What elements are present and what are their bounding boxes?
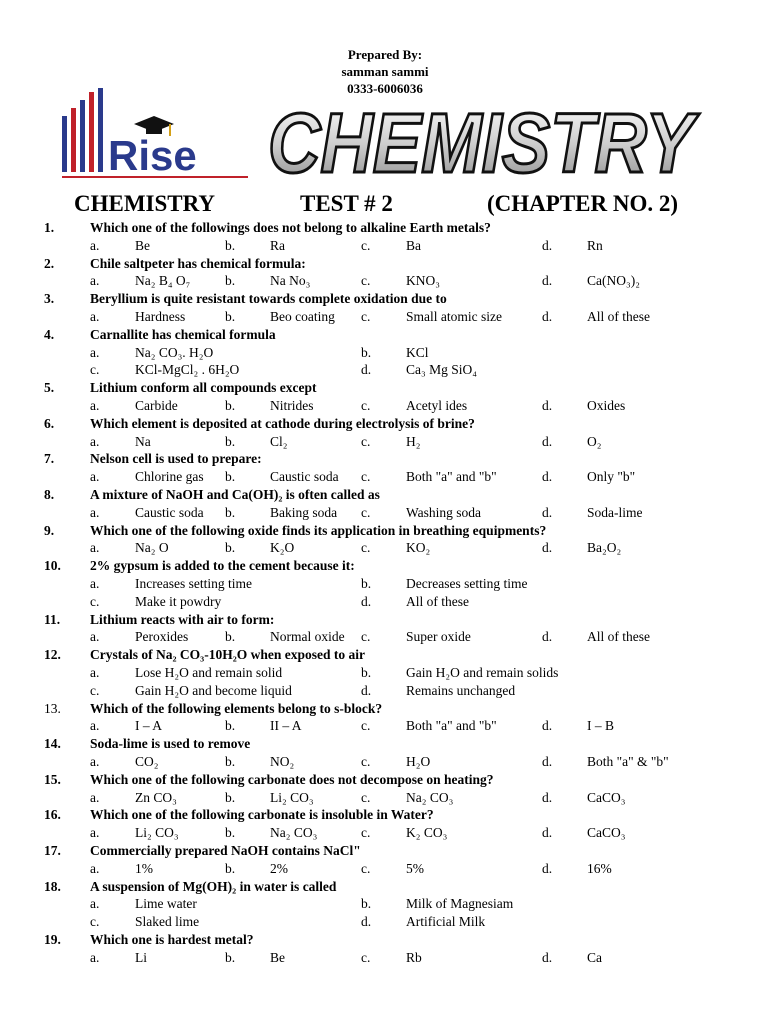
option-text: KNO₃ <box>406 273 440 289</box>
option-text: Ca(NO₃)₂ <box>587 273 640 289</box>
option-text: Increases setting time <box>135 576 252 591</box>
option-text: Li₂ CO₃ <box>135 825 179 841</box>
option-text: Zn CO₃ <box>135 789 177 805</box>
option-letter: a. <box>90 825 100 841</box>
option-letter: a. <box>90 344 100 360</box>
question-text: Lithium conform all compounds except <box>90 380 317 396</box>
option-letter: d. <box>542 469 553 485</box>
option-letter: a. <box>90 237 100 253</box>
option-text: Slaked lime <box>135 914 200 930</box>
logo-text: Rise <box>108 132 197 179</box>
option-letter: d. <box>542 273 553 289</box>
option-text: Acetyl ides <box>406 398 468 413</box>
option-letter: d. <box>542 629 553 645</box>
option-text: Washing soda <box>406 504 482 520</box>
option-letter: b. <box>225 273 236 289</box>
option-text: Be <box>135 237 150 253</box>
option-text: 1% <box>135 860 153 876</box>
option-text: Baking soda <box>270 504 338 520</box>
option-text: Remains unchanged <box>406 682 516 698</box>
option-letter: c. <box>361 949 371 965</box>
option-letter: d. <box>542 789 553 805</box>
option-letter: a. <box>90 718 100 734</box>
option-letter: a. <box>90 629 100 645</box>
option-letter: c. <box>361 718 371 734</box>
option-letter: b. <box>225 540 236 556</box>
question-text: Which one of the followings does not belong to alkaline Earth metals? <box>90 220 491 235</box>
option-text: Lose H₂O and remain solid <box>135 665 283 680</box>
option-text: Na <box>135 433 151 449</box>
option-text: Na₂ CO₃ <box>270 825 318 841</box>
option-text: Super oxide <box>406 629 471 645</box>
question-text: Nelson cell is used to prepare: <box>90 451 262 467</box>
option-text: Na₂ B₄ O₇ <box>135 273 191 289</box>
option-letter: b. <box>225 949 236 965</box>
question-text: Which element is deposited at cathode during electrolysis of brine? <box>90 415 475 431</box>
option-text: Make it powdry <box>135 593 222 609</box>
option-letter: b. <box>225 433 236 449</box>
option-text: KO₂ <box>406 540 431 556</box>
prepared-by-label: Prepared By: <box>347 47 423 62</box>
option-text: Li <box>135 949 147 965</box>
option-text: O₂ <box>587 433 602 449</box>
option-text: Only "b" <box>587 469 636 485</box>
option-letter: b. <box>225 504 236 520</box>
option-text: Beo coating <box>270 309 335 324</box>
chemistry-banner <box>262 96 702 190</box>
question-number: 15. <box>44 771 61 787</box>
question-number: 13. <box>44 700 61 716</box>
option-text: H₂ <box>406 433 421 449</box>
option-letter: d. <box>542 949 553 965</box>
question-text: 2% gypsum is added to the cement because it: <box>90 558 355 574</box>
option-letter: d. <box>542 718 553 734</box>
option-letter: a. <box>90 273 100 289</box>
option-text: Both "a" and "b" <box>406 469 497 485</box>
question-number: 19. <box>44 932 61 947</box>
option-letter: b. <box>225 469 236 485</box>
option-text: I – B <box>587 718 614 734</box>
option-text: Ca₃ Mg SiO₄ <box>406 362 477 378</box>
test-number: TEST # 2 <box>300 191 393 216</box>
question-number: 18. <box>44 878 61 894</box>
option-letter: c. <box>361 754 371 769</box>
option-text: Both "a" & "b" <box>587 754 669 769</box>
option-text: CaCO₃ <box>587 825 626 841</box>
option-letter: d. <box>542 398 553 413</box>
option-text: H₂O <box>406 754 431 769</box>
option-letter: b. <box>225 754 236 769</box>
question-number: 6. <box>44 415 55 431</box>
question-text: Carnallite has chemical formula <box>90 326 276 342</box>
option-letter: a. <box>90 540 100 556</box>
question-text: Which one of the following carbonate is insoluble in Water? <box>90 807 434 823</box>
option-text: I – A <box>135 718 162 734</box>
option-text: Na₂ CO₃ <box>406 789 454 805</box>
question-number: 2. <box>44 255 55 271</box>
question-number: 1. <box>44 220 55 235</box>
question-text: Which one of the following carbonate does not decompose on heating? <box>90 771 494 787</box>
option-text: Lime water <box>135 896 197 912</box>
option-letter: d. <box>542 433 553 449</box>
option-text: Both "a" and "b" <box>406 718 497 734</box>
option-text: Nitrides <box>270 398 314 413</box>
option-letter: c. <box>90 914 100 930</box>
option-text: All of these <box>587 629 650 645</box>
banner-text: CHEMISTRY <box>268 96 701 190</box>
option-letter: c. <box>361 629 371 645</box>
option-letter: d. <box>542 540 553 556</box>
option-text: Artificial Milk <box>406 914 486 930</box>
option-letter: c. <box>361 273 371 289</box>
option-letter: d. <box>361 682 372 698</box>
option-text: Milk of Magnesiam <box>406 896 514 912</box>
option-letter: d. <box>542 504 553 520</box>
option-letter: c. <box>361 433 371 449</box>
option-text: Cl₂ <box>270 433 288 449</box>
option-letter: c. <box>361 860 371 876</box>
option-letter: b. <box>225 629 236 645</box>
option-text: K₂O <box>270 540 295 556</box>
option-text: All of these <box>587 309 650 324</box>
option-letter: b. <box>361 576 372 591</box>
author-name: samman sammi <box>341 64 429 79</box>
question-text: A suspension of Mg(OH)₂ in water is called <box>90 878 337 894</box>
option-text: Oxides <box>587 398 626 413</box>
option-text: KCl-MgCl₂ . 6H₂O <box>135 362 240 378</box>
option-letter: a. <box>90 576 100 591</box>
question-number: 12. <box>44 647 61 663</box>
option-text: Na No₃ <box>270 273 311 289</box>
option-letter: b. <box>361 344 372 360</box>
question-text: Chile saltpeter has chemical formula: <box>90 255 306 271</box>
option-letter: c. <box>90 362 100 378</box>
question-number: 8. <box>44 487 55 502</box>
option-text: Normal oxide <box>270 629 345 645</box>
option-letter: b. <box>225 718 236 734</box>
option-letter: b. <box>361 896 372 912</box>
question-number: 4. <box>44 326 55 342</box>
option-letter: c. <box>361 398 371 413</box>
option-text: Rb <box>406 949 422 965</box>
option-text: 16% <box>587 860 612 876</box>
option-letter: a. <box>90 754 100 769</box>
question-number: 14. <box>44 736 61 752</box>
option-text: Ba₂O₂ <box>587 540 622 556</box>
question-number: 17. <box>44 843 61 858</box>
option-letter: b. <box>225 237 236 253</box>
option-letter: d. <box>542 825 553 841</box>
option-text: Li₂ CO₃ <box>270 789 314 805</box>
option-letter: d. <box>361 593 372 609</box>
option-letter: a. <box>90 504 100 520</box>
option-letter: b. <box>225 398 236 413</box>
option-text: All of these <box>406 593 469 609</box>
option-letter: c. <box>361 469 371 485</box>
option-letter: b. <box>225 309 236 324</box>
option-letter: a. <box>90 860 100 876</box>
option-text: Caustic soda <box>135 504 204 520</box>
option-letter: c. <box>361 237 371 253</box>
rise-logo <box>62 88 252 180</box>
option-text: CaCO₃ <box>587 789 626 805</box>
option-text: Gain H₂O and become liquid <box>135 682 292 698</box>
option-text: Ra <box>270 237 285 253</box>
question-number: 10. <box>44 558 61 574</box>
option-text: Small atomic size <box>406 309 502 324</box>
option-text: Carbide <box>135 398 178 413</box>
option-letter: c. <box>361 825 371 841</box>
option-letter: c. <box>361 540 371 556</box>
question-text: Commercially prepared NaOH contains NaCl" <box>90 843 361 858</box>
option-letter: d. <box>361 914 372 930</box>
option-letter: a. <box>90 469 100 485</box>
option-letter: c. <box>90 682 100 698</box>
option-text: Peroxides <box>135 629 189 645</box>
question-text: Lithium reacts with air to form: <box>90 611 275 627</box>
option-letter: d. <box>361 362 372 378</box>
option-text: CO₂ <box>135 754 159 769</box>
option-text: Chlorine gas <box>135 469 204 485</box>
question-text: Which of the following elements belong to s-block? <box>90 700 383 716</box>
option-letter: a. <box>90 309 100 324</box>
phone-number: 0333-6006036 <box>347 81 423 96</box>
option-text: K₂ CO₃ <box>406 825 448 841</box>
option-text: Hardness <box>135 309 186 324</box>
question-text: Soda-lime is used to remove <box>90 736 251 752</box>
subject-title: CHEMISTRY <box>74 191 216 216</box>
option-letter: a. <box>90 665 100 680</box>
option-text: Na₂ O <box>135 540 169 556</box>
option-letter: b. <box>225 789 236 805</box>
option-text: Decreases setting time <box>406 576 528 591</box>
option-text: Caustic soda <box>270 469 339 485</box>
chapter-number: (CHAPTER NO. 2) <box>487 191 679 216</box>
option-letter: d. <box>542 237 553 253</box>
option-text: 2% <box>270 860 288 876</box>
option-letter: a. <box>90 398 100 413</box>
option-text: Rn <box>587 237 603 253</box>
option-letter: d. <box>542 309 553 324</box>
option-text: Ca <box>587 949 602 965</box>
question-text: Which one is hardest metal? <box>90 932 254 947</box>
option-text: II – A <box>270 718 302 734</box>
option-letter: b. <box>225 825 236 841</box>
test-title <box>0 191 768 221</box>
option-text: Na₂ CO₃. H₂O <box>135 344 214 360</box>
option-text: 5% <box>406 860 424 876</box>
question-number: 5. <box>44 380 55 396</box>
option-letter: d. <box>542 754 553 769</box>
question-text: Beryllium is quite resistant towards complete oxidation due to <box>90 291 447 307</box>
option-letter: a. <box>90 789 100 805</box>
option-text: Gain H₂O and remain solids <box>406 665 559 680</box>
option-letter: c. <box>90 593 100 609</box>
question-number: 11. <box>44 611 61 627</box>
option-letter: a. <box>90 896 100 912</box>
option-letter: c. <box>361 504 371 520</box>
question-number: 3. <box>44 291 55 307</box>
question-number: 9. <box>44 522 55 538</box>
option-letter: b. <box>361 665 372 680</box>
option-letter: c. <box>361 309 371 324</box>
question-number: 16. <box>44 807 61 823</box>
option-text: Ba <box>406 237 421 253</box>
question-text: A mixture of NaOH and Ca(OH)₂ is often called as <box>90 487 380 502</box>
option-letter: c. <box>361 789 371 805</box>
option-text: Be <box>270 949 285 965</box>
option-text: NO₂ <box>270 754 295 769</box>
option-text: KCl <box>406 344 429 360</box>
option-letter: a. <box>90 433 100 449</box>
question-text: Crystals of Na₂ CO₃-10H₂O when exposed to air <box>90 647 366 663</box>
option-letter: d. <box>542 860 553 876</box>
question-text: Which one of the following oxide finds its application in breathing equipments? <box>90 522 547 538</box>
option-letter: b. <box>225 860 236 876</box>
question-number: 7. <box>44 451 55 467</box>
option-letter: a. <box>90 949 100 965</box>
option-text: Soda-lime <box>587 504 643 520</box>
